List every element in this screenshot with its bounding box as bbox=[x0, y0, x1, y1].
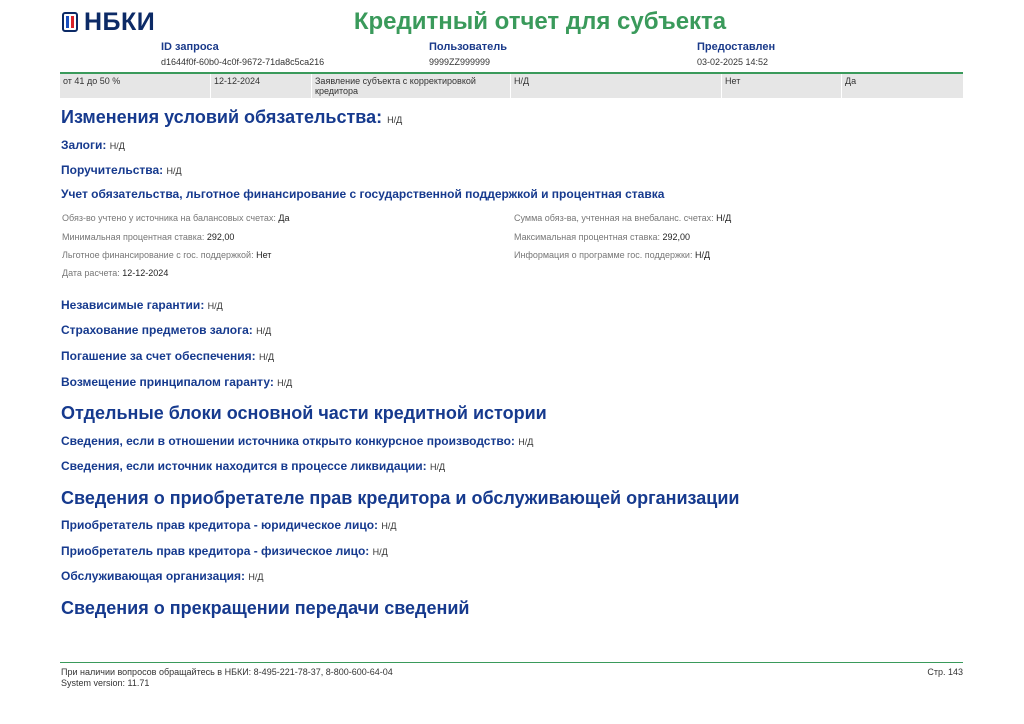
offbalance-label: Сумма обяз-ва, учтенная на внебаланс. счетах: bbox=[514, 213, 714, 223]
preferential-value: Нет bbox=[256, 250, 272, 260]
guarantees-value: Н/Д bbox=[166, 166, 182, 176]
report-title: Кредитный отчет для субъекта bbox=[353, 8, 727, 35]
footer bbox=[61, 667, 393, 689]
max-rate-label: Максимальная процентная ставка: bbox=[514, 232, 660, 242]
nbki-logo-icon bbox=[62, 12, 78, 32]
bankruptcy-row bbox=[61, 434, 533, 450]
logo-text: НБКИ bbox=[84, 8, 156, 36]
balance-label: Обяз-во учтено у источника на балансовых счетах: bbox=[62, 213, 276, 223]
reimbursement-row bbox=[61, 375, 292, 391]
acquirer-legal-value: Н/Д bbox=[381, 521, 397, 531]
table-cell: Нет bbox=[722, 74, 842, 98]
changes-value: Н/Д bbox=[387, 115, 403, 125]
insurance-value: Н/Д bbox=[256, 326, 272, 336]
offbalance-value: Н/Д bbox=[716, 213, 732, 223]
preferential-field bbox=[62, 250, 271, 261]
servicer-row bbox=[61, 569, 264, 585]
footer-version: System version: 11.71 bbox=[61, 678, 150, 688]
footer-contact: При наличии вопросов обращайтесь в НБКИ: 8-495-221-78-37, 8-800-600-64-04 bbox=[61, 667, 393, 677]
table-cell: от 41 до 50 % bbox=[60, 74, 211, 98]
bankruptcy-value: Н/Д bbox=[518, 437, 534, 447]
offbalance-field bbox=[514, 213, 731, 224]
nbki-logo bbox=[62, 9, 155, 35]
repayment-label: Погашение за счет обеспечения: bbox=[61, 349, 256, 363]
changes-title: Изменения условий обязательства: bbox=[61, 107, 383, 127]
user-value: 9999ZZ999999 bbox=[429, 57, 491, 67]
independent-row bbox=[61, 298, 223, 314]
table-row bbox=[60, 74, 963, 98]
servicer-value: Н/Д bbox=[248, 572, 264, 582]
calc-date-field bbox=[62, 268, 168, 279]
min-rate-field bbox=[62, 232, 234, 243]
acquirer-person-row bbox=[61, 544, 388, 560]
collateral-row bbox=[61, 138, 125, 154]
table-cell: 12-12-2024 bbox=[211, 74, 312, 98]
changes-heading bbox=[61, 106, 402, 131]
independent-value: Н/Д bbox=[207, 301, 223, 311]
insurance-row bbox=[61, 323, 271, 339]
table-cell: Н/Д bbox=[511, 74, 722, 98]
program-value: Н/Д bbox=[694, 250, 711, 260]
user-label: Пользователь bbox=[429, 41, 508, 53]
request-id-label: ID запроса bbox=[161, 41, 219, 53]
acquirer-person-value: Н/Д bbox=[372, 547, 388, 557]
collateral-value: Н/Д bbox=[109, 141, 125, 151]
independent-label: Независимые гарантии: bbox=[61, 298, 205, 312]
table-cell: Да bbox=[845, 76, 857, 86]
preferential-label: Льготное финансирование с гос. поддержкой: bbox=[62, 250, 254, 260]
acquirer-legal-row bbox=[61, 518, 397, 534]
accounting-heading: Учет обязательства, льготное финансирование с государственной поддержкой и процентная ставка bbox=[61, 187, 665, 201]
table-cell: Заявление субъекта с корректировкой кредитора bbox=[312, 74, 511, 98]
guarantees-row bbox=[61, 163, 182, 179]
acquirer-heading: Сведения о приобретателе прав кредитора и обслуживающей организации bbox=[61, 488, 740, 508]
liquidation-label: Сведения, если источник находится в процессе ликвидации: bbox=[61, 459, 427, 473]
collateral-label: Залоги: bbox=[61, 138, 107, 152]
min-rate-label: Минимальная процентная ставка: bbox=[62, 232, 205, 242]
program-field bbox=[514, 250, 710, 261]
provided-label: Предоставлен bbox=[697, 41, 776, 53]
provided-block bbox=[697, 41, 775, 68]
program-label: Информация о программе гос. поддержки: bbox=[514, 250, 693, 260]
calc-date-label: Дата расчета: bbox=[62, 268, 120, 278]
blocks-heading: Отдельные блоки основной части кредитной истории bbox=[61, 403, 547, 423]
request-id-block bbox=[161, 41, 324, 68]
acquirer-legal-label: Приобретатель прав кредитора - юридическое лицо: bbox=[61, 518, 379, 532]
request-id-value: d1644f0f-60b0-4c0f-9672-71da8c5ca216 bbox=[161, 57, 325, 67]
calc-date-value: 12-12-2024 bbox=[122, 268, 169, 278]
acquirer-person-label: Приобретатель прав кредитора - физическое лицо: bbox=[61, 544, 370, 558]
repayment-row bbox=[61, 349, 274, 365]
insurance-label: Страхование предметов залога: bbox=[61, 323, 253, 337]
provided-value: 03-02-2025 14:52 bbox=[697, 57, 769, 67]
repayment-value: Н/Д bbox=[258, 352, 275, 362]
footer-divider bbox=[60, 662, 963, 663]
user-block bbox=[429, 41, 507, 68]
max-rate-field bbox=[514, 232, 690, 243]
max-rate-value: 292,00 bbox=[662, 232, 691, 242]
min-rate-value: 292,00 bbox=[206, 232, 235, 242]
guarantees-label: Поручительства: bbox=[61, 163, 164, 177]
servicer-label: Обслуживающая организация: bbox=[61, 569, 246, 583]
page-number: Стр. 143 bbox=[927, 667, 963, 677]
reimbursement-label: Возмещение принципалом гаранту: bbox=[61, 375, 274, 389]
liquidation-value: Н/Д bbox=[429, 462, 446, 472]
bankruptcy-label: Сведения, если в отношении источника открыто конкурсное производство: bbox=[61, 434, 515, 448]
liquidation-row bbox=[61, 459, 445, 475]
reimbursement-value: Н/Д bbox=[277, 378, 293, 388]
balance-field bbox=[62, 213, 289, 224]
termination-heading: Сведения о прекращении передачи сведений bbox=[61, 598, 470, 618]
balance-value: Да bbox=[278, 213, 290, 223]
